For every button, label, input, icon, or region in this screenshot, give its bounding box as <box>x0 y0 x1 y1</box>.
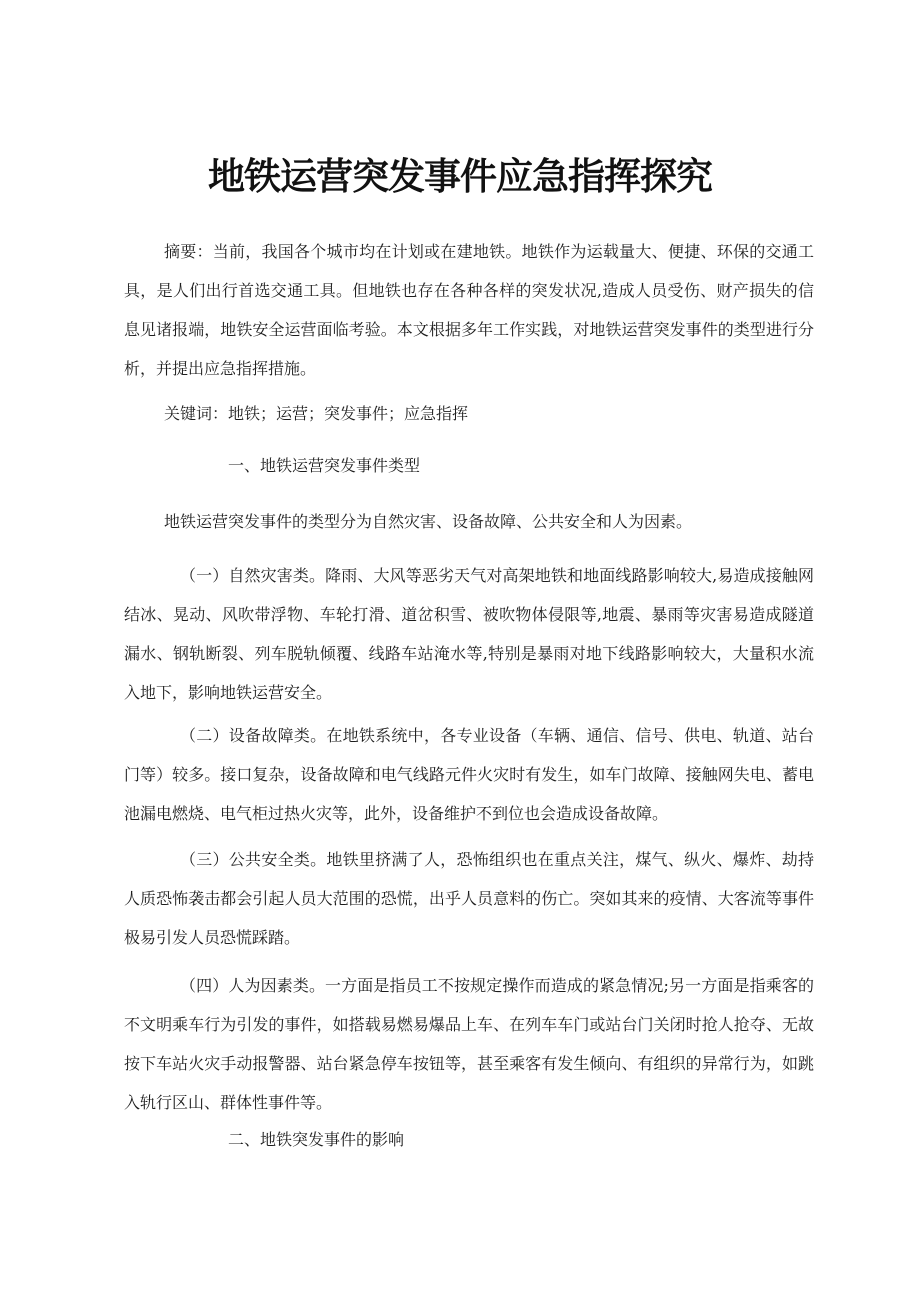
document-title: 地铁运营突发事件应急指挥探究 <box>208 155 712 198</box>
abstract-paragraph: 摘要：当前，我国各个城市均在计划或在建地铁。地铁作为运载量大、便捷、环保的交通工具，是人们出行首选交通工具。但地铁也存在各种各样的突发状况,造成人员受伤、财产损失的信息见诸报端，地铁安全运营面临考验。本文根据多年工作实践，对地铁运营突发事件的类型进行分析，并提出应急指挥措施。 <box>124 242 814 378</box>
section-intro-paragraph: 地铁运营突发事件的类型分为自然灾害、设备故障、公共安全和人为因素。 <box>164 512 693 531</box>
category-human-factor-paragraph: （四）人为因素类。一方面是指员工不按规定操作而造成的紧急情况;另一方面是指乘客的不文明乘车行为引发的事件，如搭载易燃易爆品上车、在列车车门或站台门关闭时抢人抢夺、无故按下车站火灾手动报警器、站台紧急停车按钮等，甚至乘客有发生倾向、有组织的异常行为，如跳入轨行区山、群体性事件等。 <box>124 976 814 1112</box>
category-natural-disaster-paragraph: （一）自然灾害类。降雨、大风等恶劣天气对高架地铁和地面线路影响较大,易造成接触网结冰、晃动、风吹带浮物、车轮打滑、道岔积雪、被吹物体侵限等,地震、暴雨等灾害易造成隧道漏水、钢轨断裂、列车脱轨倾覆、线路车站淹水等,特别是暴雨对地下线路影响较大，大量积水流入地下，影响地铁运营安全。 <box>124 566 814 702</box>
category-public-safety-paragraph: （三）公共安全类。地铁里挤满了人，恐怖组织也在重点关注，煤气、纵火、爆炸、劫持人质恐怖袭击都会引起人员大范围的恐慌，出乎人员意料的伤亡。突如其来的疫情、大客流等事件极易引发人员恐慌踩踏。 <box>124 850 814 947</box>
section-heading-2: 二、地铁突发事件的影响 <box>228 1130 405 1149</box>
category-equipment-failure-paragraph: （二）设备故障类。在地铁系统中，各专业设备（车辆、通信、信号、供电、轨道、站台门等）较多。接口复杂，设备故障和电气线路元件火灾时有发生，如车门故障、接触网失电、蓄电池漏电燃烧、电气柜过热火灾等，此外，设备维护不到位也会造成设备故障。 <box>124 726 814 823</box>
keywords-line: 关键词：地铁；运营；突发事件；应急指挥 <box>164 404 469 423</box>
section-heading-1: 一、地铁运营突发事件类型 <box>228 456 421 475</box>
